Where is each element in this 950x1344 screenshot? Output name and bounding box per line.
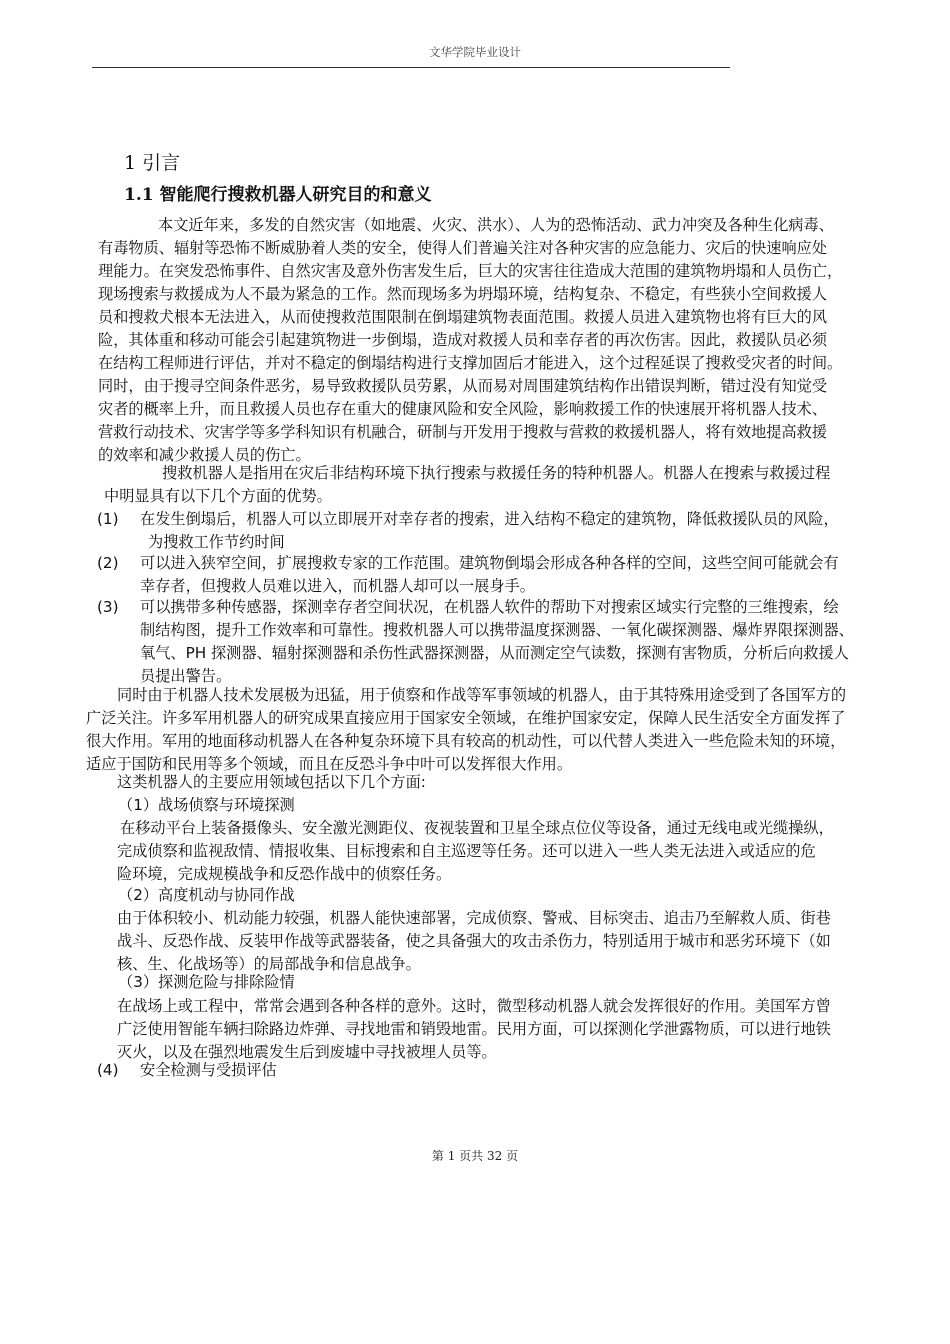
text-line: 氧气、PH 探测器、辐射探测器和杀伤性武器探测器，从而测定空气读数，探测有害物质，分析后向救援人 [140,644,849,662]
text-line: 完成侦察和监视敌情、情报收集、目标搜索和自主巡逻等任务。还可以进入一些人类无法进入或适应的危 [117,842,816,860]
list-number: (4) [97,1061,119,1079]
subheading-reconnaissance: （1）战场侦察与环境探测 [118,796,295,814]
text-line: 在发生倒塌后，机器人可以立即展开对幸存者的搜索，进入结构不稳定的建筑物，降低救援队员的风险， [140,510,839,528]
text-line: 很大作用。军用的地面移动机器人在各种复杂环境下具有较高的机动性，可以代替人类进入一些危险未知的环境， [86,732,846,750]
list-number: (3) [97,598,119,616]
text-line: 的效率和减少救援人员的伤亡。 [98,446,311,464]
text-line: 为搜救工作节约时间 [148,533,285,551]
list-number: (2) [97,554,119,572]
text-line: 幸存者，但搜救人员难以进入，而机器人却可以一展身手。 [140,577,535,595]
text-line: 中明显具有以下几个方面的优势。 [104,487,332,505]
list-item-text: 安全检测与受损评估 [140,1061,277,1079]
text-line: 营救行动技术、灾害学等多学科知识有机融合，研制与开发用于搜救与营救的救援机器人，将有效地提高救援 [98,423,827,441]
text-line: 在移动平台上装备摄像头、安全激光测距仪、夜视装置和卫星全球点位仪等设备，通过无线电或光缆操纵， [120,819,834,837]
text-line: 广泛关注。许多军用机器人的研究成果直接应用于国家安全领域，在维护国家安定，保障人民生活安全方面发挥了 [86,709,846,727]
text-line: 同时由于机器人技术发展极为迅猛，用于侦察和作战等军事领域的机器人，由于其特殊用途受到了各国军方的 [117,686,846,704]
text-line: 员提出警告。 [140,667,232,685]
subheading-hazard: （3）探测危险与排除险情 [118,973,295,991]
page-header: 文华学院毕业设计 [429,45,521,59]
page-footer: 第 1 页共 32 页 [431,1149,519,1163]
text-line: 灾者的概率上升，而且救援人员也存在重大的健康风险和安全风险，影响救援工作的快速展开将机器人技术、 [98,400,827,418]
text-line: 可以进入狭窄空间，扩展搜救专家的工作范围。建筑物倒塌会形成各种各样的空间，这些空间可能就会有 [140,554,839,572]
paragraph-mobility [117,907,831,976]
text-line: 由于体积较小、机动能力较强，机器人能快速部署，完成侦察、警戒、目标突击、追击乃至解救人质、街巷 [117,909,831,927]
text-line: 灭火，以及在强烈地震发生后到废墟中寻找被埋人员等。 [117,1043,497,1061]
paragraph-military [86,684,846,776]
text-line: 同时，由于搜寻空间条件恶劣，易导致救援队员劳累，从而易对周围建筑结构作出错误判断，错过没有知觉受 [98,377,827,395]
text-line: 搜救机器人是指用在灾后非结构环境下执行搜索与救援任务的特种机器人。机器人在搜索与救援过程 [162,464,831,482]
subheading-mobility: （2）高度机动与协同作战 [118,886,295,904]
text-line: 现场搜索与救援成为人不最为紧急的工作。然而现场多为坍塌环境，结构复杂、不稳定，有些狭小空间救援人 [98,285,827,303]
text-line: 广泛使用智能车辆扫除路边炸弹、寻找地雷和销毁地雷。民用方面，可以探测化学泄露物质，可以进行地铁 [117,1020,831,1038]
paragraph-applications-intro: 这类机器人的主要应用领域包括以下几个方面: [117,773,426,791]
text-line: 可以携带多种传感器，探测幸存者空间状况，在机器人软件的帮助下对搜索区域实行完整的三维搜索，绘 [140,598,839,616]
text-line: 本文近年来，多发的自然灾害（如地震、火灾、洪水）、人为的恐怖活动、武力冲突及各种生化病毒、 [158,216,834,234]
text-line: 制结构图，提升工作效率和可靠性。搜救机器人可以携带温度探测器、一氧化碳探测器、爆炸界限探测器、 [140,621,854,639]
text-line: 险环境，完成规模战争和反恐作战中的侦察任务。 [117,865,452,883]
text-line: 适应于国防和民用等多个领域，而且在反恐斗争中叶可以发挥很大作用。 [86,755,572,773]
header-rule [92,67,730,68]
text-line: 有毒物质、辐射等恐怖不断威胁着人类的安全，使得人们普遍关注对各种灾害的应急能力、灾后的快速响应处 [98,239,827,257]
text-line: 在战场上或工程中，常常会遇到各种各样的意外。这时，微型移动机器人就会发挥很好的作用。美国军方曾 [117,997,831,1015]
text-line: 核、生、化战场等）的局部战争和信息战争。 [117,955,421,973]
text-line: 险，其体重和移动可能会引起建筑物进一步倒塌，造成对救援人员和幸存者的再次伤害。因此，救援队员必须 [98,331,827,349]
text-line: 在结构工程师进行评估，并对不稳定的倒塌结构进行支撑加固后才能进入，这个过程延误了搜救受灾者的时间。 [98,354,843,372]
paragraph-intro [98,214,842,467]
paragraph-reconnaissance [117,817,834,886]
section-title: 1 引言 [124,152,181,174]
text-line: 战斗、反恐作战、反装甲作战等武器装备，使之具备强大的攻击杀伤力，特别适用于城市和恶劣环境下（如 [117,932,831,950]
list-number: (1) [97,510,119,528]
paragraph-advantages [104,462,830,508]
subsection-title: 1.1 智能爬行搜救机器人研究目的和意义 [124,185,432,205]
paragraph-hazard [117,995,831,1064]
text-line: 员和搜救犬根本无法进入，从而使搜救范围限制在倒塌建筑物表面范围。救援人员进入建筑物也将有巨大的风 [98,308,827,326]
text-line: 理能力。在突发恐怖事件、自然灾害及意外伤害发生后，巨大的灾害往往造成大范围的建筑物坍塌和人员伤亡， [98,262,843,280]
